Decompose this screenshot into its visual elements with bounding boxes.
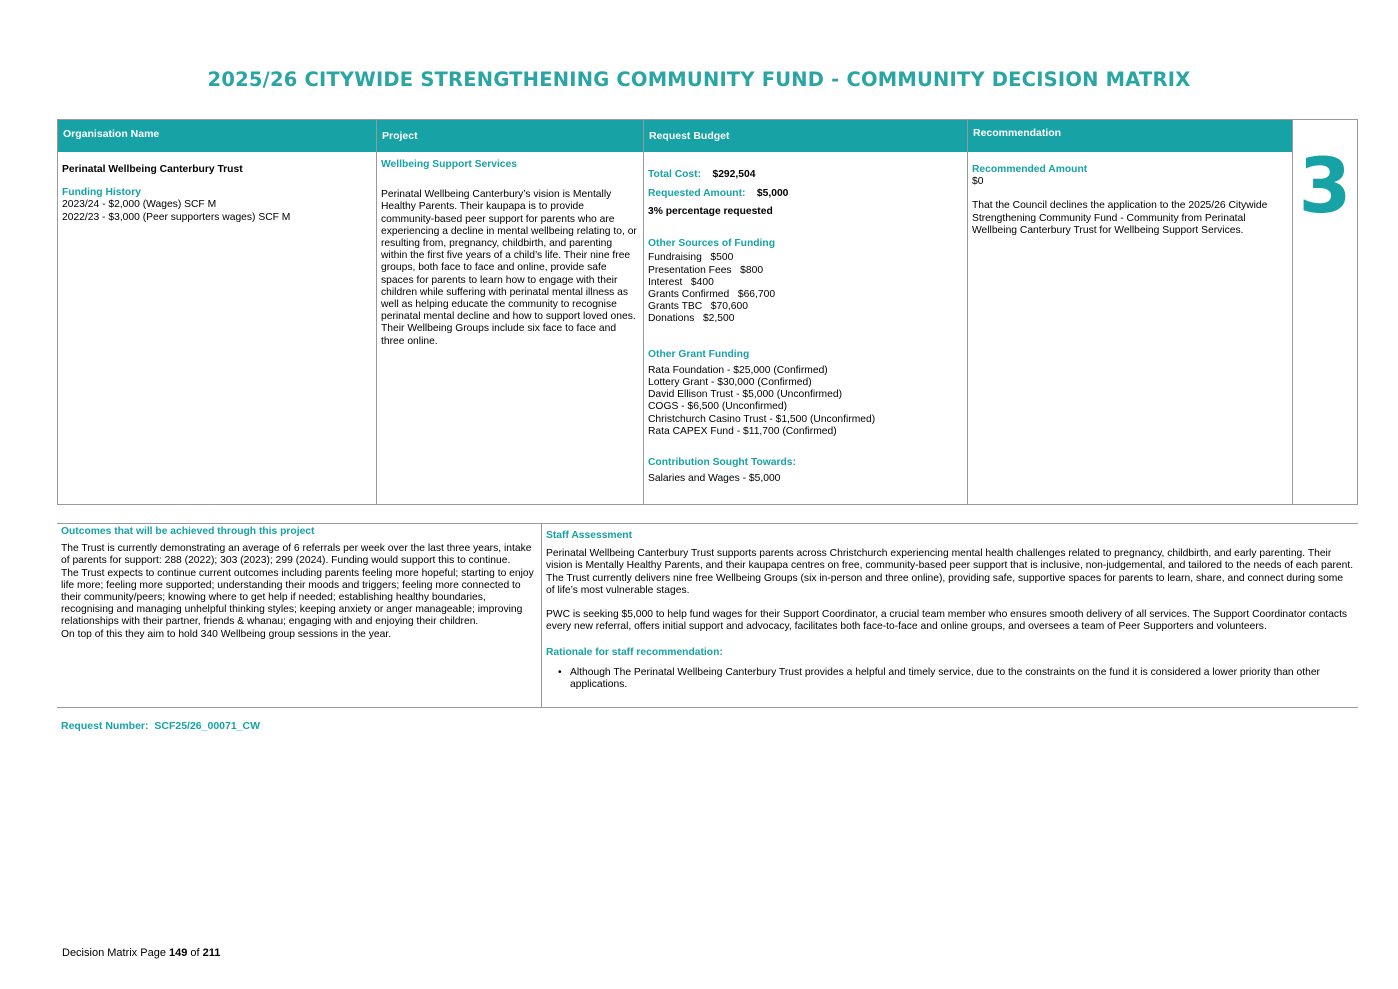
funding-history-item: 2022/23 - $3,000 (Peer supporters wages) SCF M: [62, 211, 291, 223]
requested-amount-value: $5,000: [756, 188, 789, 199]
recommended-amount-label: Recommended Amount: [972, 164, 1088, 175]
outcomes-heading: Outcomes that will be achieved through this project: [61, 526, 315, 537]
rationale-item: • Although The Perinatal Wellbeing Canterbury Trust provides a helpful and timely service, due to the constraints on the fund it is considered a lower priority than other applications.: [570, 667, 1354, 691]
request-number-label: Request Number:: [61, 720, 149, 732]
total-cost-label: Total Cost:: [648, 169, 702, 180]
funding-history-item: 2023/24 - $2,000 (Wages) SCF M: [62, 199, 217, 211]
staff-assessment-panel: [541, 524, 1358, 707]
percentage-requested: 3% percentage requested: [648, 206, 773, 217]
outcomes-paragraph: The Trust is currently demonstrating an average of 6 referrals per week over the last three years, intake of parents for support: 288 (2022); 303 (2023); 299 (2024). Funding would support this to continue.: [61, 543, 532, 567]
other-source-item: Fundraising $500: [648, 252, 734, 264]
recommendation-header: Recommendation: [968, 120, 1292, 152]
footer-page-number: 149: [169, 947, 188, 959]
other-grants-label: Other Grant Funding: [648, 348, 750, 360]
page-title: 2025/26 CITYWIDE STRENGTHENING COMMUNITY FUND - COMMUNITY DECISION MATRIX: [207, 68, 1191, 91]
outcomes-panel: [57, 524, 541, 707]
recommendation-text: That the Council declines the application to the 2025/26 Citywide Strengthening Community Fund - Community from Perinatal Wellbeing Canterbury Trust for Wellbeing Support Services.: [972, 200, 1268, 236]
other-grant-item: Christchurch Casino Trust - $1,500 (Unconfirmed): [648, 413, 876, 425]
other-grant-item: COGS - $6,500 (Unconfirmed): [648, 401, 788, 413]
organisation-column: [58, 120, 376, 504]
recommended-amount-value: $0: [972, 176, 984, 188]
other-source-item: Interest $400: [648, 276, 714, 288]
contribution-value: Salaries and Wages - $5,000: [648, 473, 781, 485]
other-grant-item: Rata Foundation - $25,000 (Confirmed): [648, 364, 828, 376]
other-grant-item: Rata CAPEX Fund - $11,700 (Confirmed): [648, 425, 837, 437]
recommendation-column: [967, 120, 1292, 504]
staff-assessment-heading: Staff Assessment: [546, 530, 633, 541]
project-description: Perinatal Wellbeing Canterbury’s vision is Mentally Healthy Parents. Their kaupapa is to provide community-based peer support for parents who are experiencing a decline in mental wellbeing relating to, or resulting from, pregnancy, childbirth, and parenting within the first five years of a child’s life. Their nine free groups, both face to face and online, provide safe spaces for parents to learn how to engage with their children while suffering with perinatal mental illness as well as helping educate the community to recognise perinatal mental decline and how to support loved ones. Their Wellbeing Groups include six face to face and three online.: [381, 189, 637, 347]
other-source-item: Grants Confirmed $66,700: [648, 289, 776, 301]
decision-table: [57, 119, 1358, 505]
other-source-item: Donations $2,500: [648, 313, 735, 325]
organisation-name: Perinatal Wellbeing Canterbury Trust: [62, 164, 243, 175]
other-source-item: Grants TBC $70,600: [648, 301, 748, 313]
outcomes-paragraph: The Trust expects to continue current outcomes including parents feeling more hopeful; starting to enjoy life more; feeling more supported; understanding their moods and triggers; feeling more connected to their community/peers; knowing where to get help if needed; establishing healthy boundaries, recognising and managing unhelpful thinking styles; keeping anxiety or anger manageable; improving relationships with their partner, friends & whanau; engaging with and enjoying their children.: [61, 567, 534, 628]
other-sources-label: Other Sources of Funding: [648, 238, 775, 250]
total-cost-value: $292,504: [712, 169, 756, 180]
budget-column: [643, 120, 967, 504]
requested-amount-label: Requested Amount:: [648, 188, 746, 199]
footer-total-pages: 211: [202, 947, 221, 959]
assessment-section: [57, 523, 1358, 708]
funding-history-label: Funding History: [62, 187, 141, 199]
request-number: [61, 720, 260, 732]
project-column: [376, 120, 643, 504]
other-grant-item: David Ellison Trust - $5,000 (Unconfirmed): [648, 389, 843, 401]
priority-number: 3: [1298, 141, 1352, 230]
footer-prefix: Decision Matrix Page: [62, 947, 169, 959]
contribution-label: Contribution Sought Towards:: [648, 457, 796, 469]
outcomes-paragraph: On top of this they aim to hold 340 Wellbeing group sessions in the year.: [61, 628, 392, 640]
project-header: Project: [377, 120, 643, 152]
page-footer: [62, 947, 220, 959]
priority-column: [1292, 120, 1357, 504]
project-name: Wellbeing Support Services: [381, 159, 517, 170]
other-source-item: Presentation Fees $800: [648, 264, 764, 276]
staff-assessment-paragraph: Perinatal Wellbeing Canterbury Trust supports parents across Christchurch experiencing mental health challenges related to pregnancy, childbirth, and early parenting. Their vision is Mentally Healthy Parents, and their kaupapa centres on free, community-based peer support that is inclusive, non-judgemental, and tailored to the needs of each parent. The Trust currently delivers nine free Wellbeing Groups (six in-person and three online), providing safe, supportive spaces for parents to learn, share, and connect during some of life’s most vulnerable stages.: [546, 548, 1354, 596]
staff-assessment-paragraph: PWC is seeking $5,000 to help fund wages for their Support Coordinator, a crucial team member who ensures smooth delivery of all services. The Support Coordinator contacts every new referral, offers initial support and advocacy, facilitates both face-to-face and online groups, and oversees a team of Peer Supporters and volunteers.: [546, 609, 1348, 633]
request-number-value: SCF25/26_00071_CW: [154, 720, 261, 732]
rationale-heading: Rationale for staff recommendation:: [546, 647, 723, 659]
organisation-header: Organisation Name: [58, 120, 376, 152]
rationale-list: [558, 667, 1354, 691]
budget-header: Request Budget: [644, 120, 967, 152]
footer-of: of: [187, 947, 203, 959]
other-grant-item: Lottery Grant - $30,000 (Confirmed): [648, 377, 812, 389]
